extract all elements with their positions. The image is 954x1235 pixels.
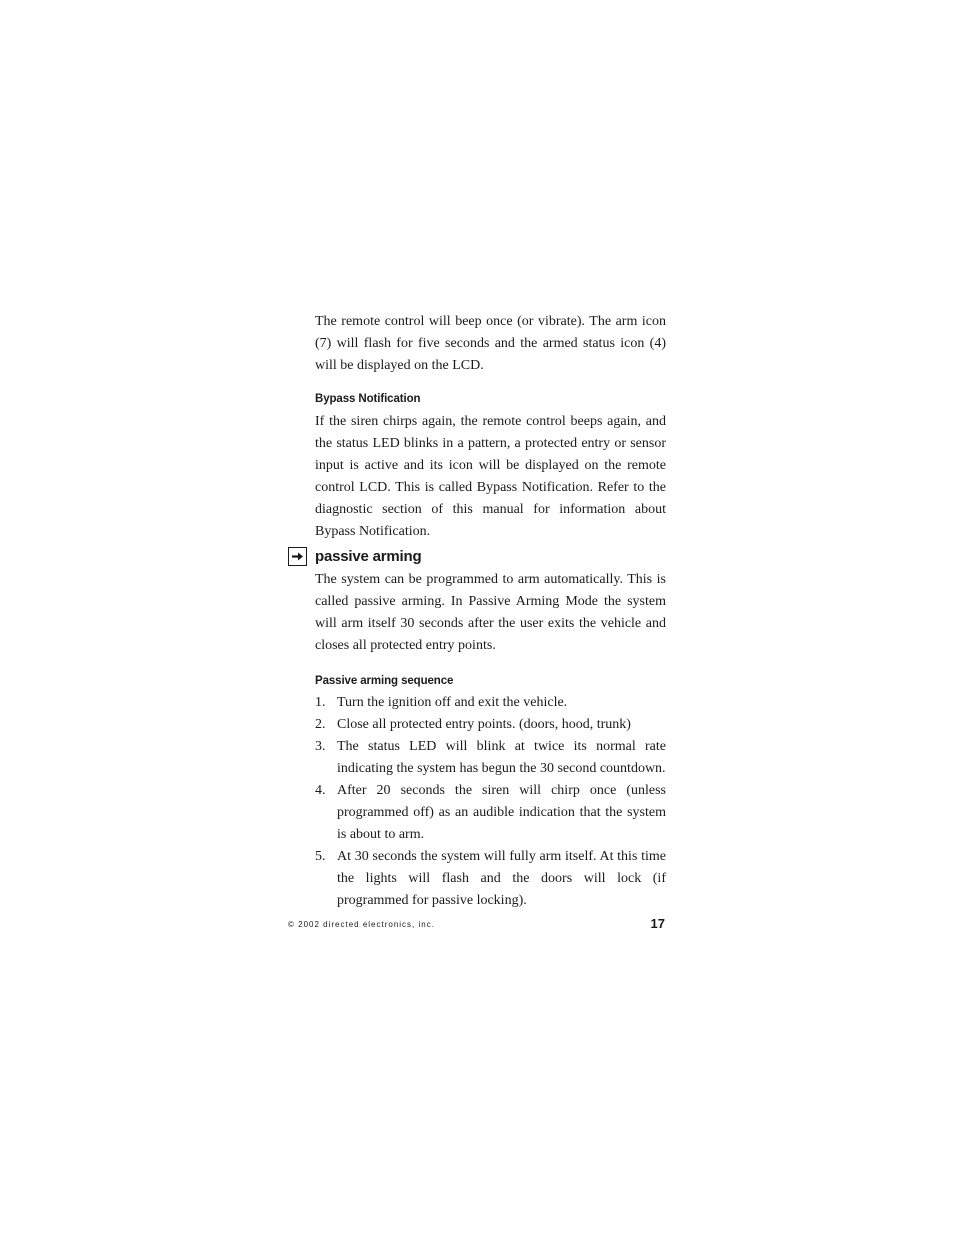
step-text: The status LED will blink at twice its normal rate indicating the system has begun the 30 second countdown. xyxy=(337,739,666,776)
section-title: passive arming xyxy=(315,548,422,565)
list-item xyxy=(315,780,666,846)
step-number: 5. xyxy=(315,849,326,864)
intro-section xyxy=(315,311,666,377)
step-text: Turn the ignition off and exit the vehicle. xyxy=(337,695,568,710)
passive-arming-section xyxy=(315,548,666,912)
bypass-heading: Bypass Notification xyxy=(315,393,421,405)
list-item xyxy=(315,846,666,912)
step-text: At 30 seconds the system will fully arm itself. At this time the lights will flash and the doors will lock (if programmed for passive locking). xyxy=(337,849,666,908)
sequence-list xyxy=(315,692,666,912)
step-text: Close all protected entry points. (doors, hood, trunk) xyxy=(337,717,631,732)
passive-paragraph: The system can be programmed to arm automatically. This is called passive arming. In Passive Arming Mode the system will arm itself 30 seconds after the user exits the vehicle and closes all protected entry points. xyxy=(315,572,666,653)
bypass-section xyxy=(315,392,666,543)
step-text: After 20 seconds the siren will chirp once (unless programmed off) as an audible indication that the system is about to arm. xyxy=(337,783,666,842)
right-arrow-icon xyxy=(288,547,307,566)
step-number: 3. xyxy=(315,739,326,754)
list-item xyxy=(315,692,666,714)
list-item xyxy=(315,736,666,780)
step-number: 2. xyxy=(315,717,326,732)
intro-paragraph: The remote control will beep once (or vibrate). The arm icon (7) will flash for five seconds and the armed status icon (4) will be displayed on the LCD. xyxy=(315,314,666,373)
page-number: 17 xyxy=(650,916,665,931)
bypass-paragraph: If the siren chirps again, the remote control beeps again, and the status LED blinks in a pattern, a protected entry or sensor input is active and its icon will be displayed on the remote control LCD. This is called Bypass Notification. Refer to the diagnostic section of this manual for information about Bypass Notification. xyxy=(315,414,666,539)
copyright-notice: © 2002 directed electronics, inc. xyxy=(288,920,435,929)
step-number: 4. xyxy=(315,783,326,798)
list-item xyxy=(315,714,666,736)
sequence-heading: Passive arming sequence xyxy=(315,675,454,687)
step-number: 1. xyxy=(315,695,326,710)
